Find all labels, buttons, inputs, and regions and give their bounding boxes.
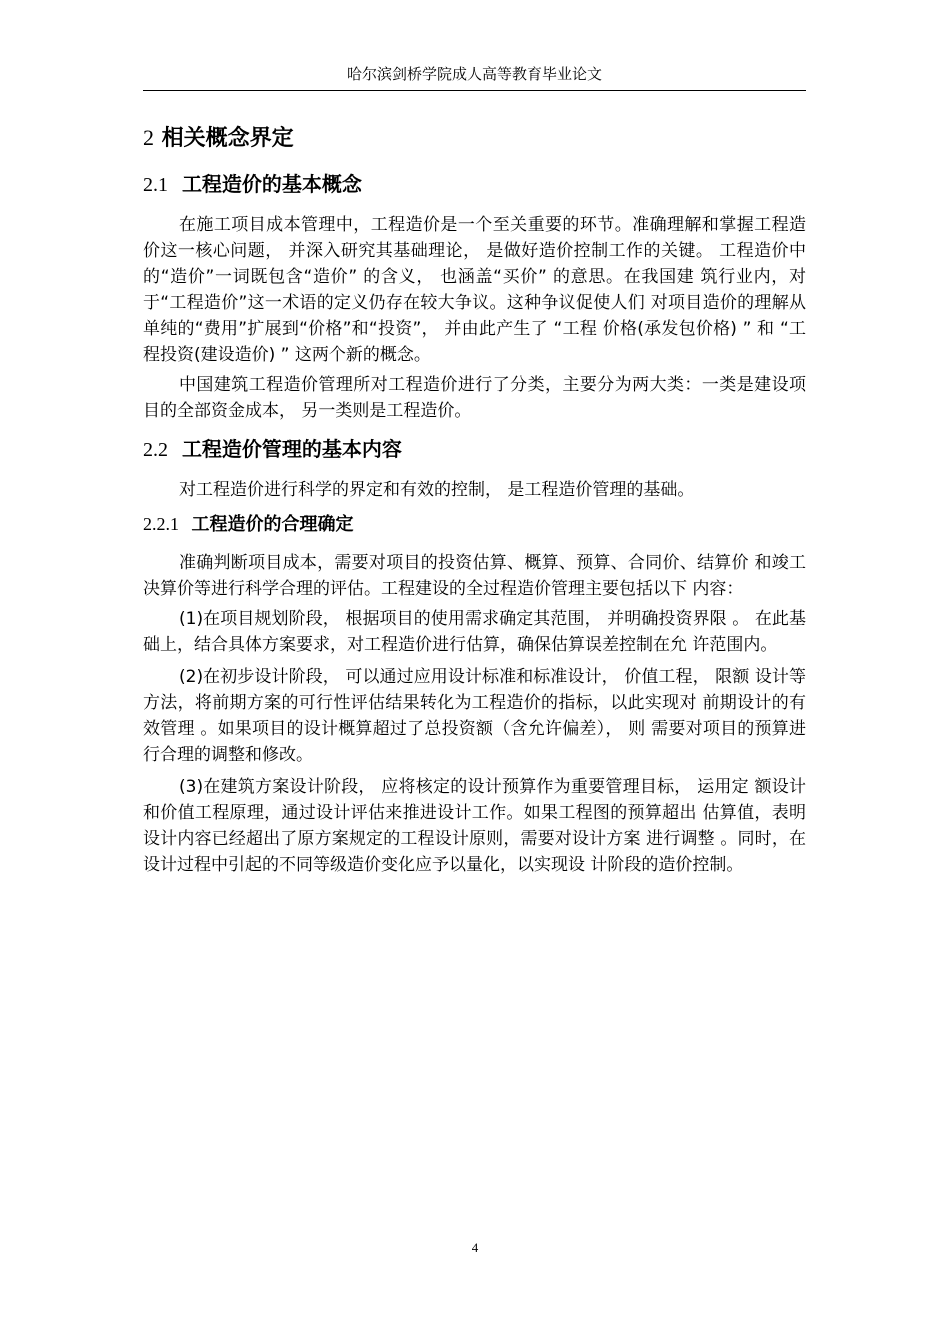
paragraph: 在施工项目成本管理中，工程造价是一个至关重要的环节。准确理解和掌握工程造价这一核心问题， 并深入研究其基础理论， 是做好造价控制工作的关键。 工程造价中的“造价”一词既包含“造价” 的含义， 也涵盖“买价” 的意思。在我国建 筑行业内，对于“工程造价”这一术语的定义仍存在较大争议。这种争议促使人们 对项目造价的理解从单纯的“费用”扩展到“价格”和“投资”， 并由此产生了 “工程 价格(承发包价格) ” 和 “工程投资(建设造价) ” 这两个新的概念。: [143, 215, 806, 365]
section-title: 工程造价管理的基本内容: [181, 437, 402, 461]
section-heading-2-2: [143, 432, 806, 467]
section-heading-2: [143, 118, 806, 159]
document-body: [143, 118, 806, 878]
list-item-2: (2)在初步设计阶段， 可以通过应用设计标准和标准设计， 价值工程， 限额 设计等方法，将前期方案的可行性评估结果转化为工程造价的指标，以此实现对 前期设计的有效管理 。如果项目的设计概算超过了总投资额（含允许偏差）， 则 需要对项目的预算进行合理的调整和修改。: [143, 667, 806, 765]
paragraph: 准确判断项目成本，需要对项目的投资估算、概算、预算、合同价、结算价 和竣工决算价等进行科学合理的评估。工程建设的全过程造价管理主要包括以下 内容：: [143, 553, 806, 599]
section-number: 2.2.1: [143, 514, 179, 534]
page-header: 哈尔滨剑桥学院成人高等教育毕业论文: [143, 62, 806, 91]
list-item-3: (3)在建筑方案设计阶段， 应将核定的设计预算作为重要管理目标， 运用定 额设计和价值工程原理，通过设计评估来推进设计工作。如果工程图的预算超出 估算值，表明设计内容已经超出了原方案规定的工程设计原则，需要对设计方案 进行调整 。同时，在设计过程中引起的不同等级造价变化应予以量化，以实现设 计阶段的造价控制。: [143, 777, 806, 875]
section-number: 2.1: [143, 174, 168, 196]
section-title: 工程造价的基本概念: [181, 172, 362, 196]
section-title: 相关概念界定: [161, 126, 294, 151]
paragraph: 对工程造价进行科学的界定和有效的控制， 是工程造价管理的基础。: [179, 480, 695, 500]
page-number: 4: [471, 1240, 479, 1255]
paragraph: 中国建筑工程造价管理所对工程造价进行了分类，主要分为两大类：一类是建设项目的全部资金成本， 另一类则是工程造价。: [143, 375, 806, 421]
section-title: 工程造价的合理确定: [191, 514, 354, 535]
section-number: 2.2: [143, 439, 168, 461]
list-item-1: (1)在项目规划阶段， 根据项目的使用需求确定其范围， 并明确投资界限 。 在此基础上，结合具体方案要求，对工程造价进行估算，确保估算误差控制在允 许范围内。: [143, 609, 806, 655]
section-heading-2-1: [143, 167, 806, 202]
section-heading-2-2-1: [143, 509, 806, 540]
section-number: 2: [143, 125, 154, 150]
